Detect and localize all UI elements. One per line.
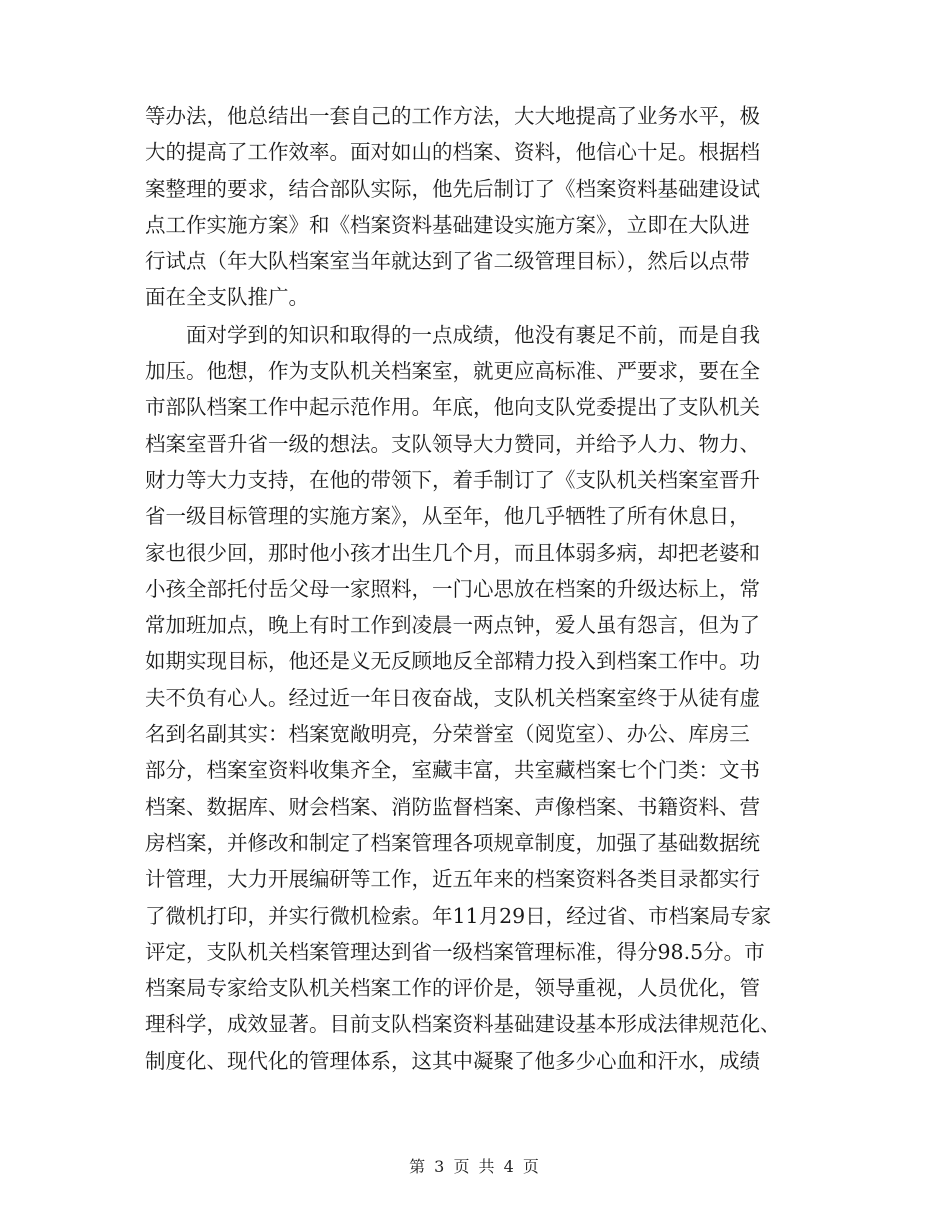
text-line: 夫不负有心人。经过近一年日夜奋战，支队机关档案室终于从徒有虚: [145, 685, 760, 710]
text-line: 财力等大力支持，在他的带领下，着手制订了《支队机关档案室晋升: [145, 467, 760, 492]
paragraph-1: [145, 98, 805, 316]
text-line: 等办法，他总结出一套自己的工作方法，大大地提高了业务水平，极: [145, 104, 760, 128]
text-line: 名到名副其实：档案宽敞明亮，分荣誉室（阅览室）、办公、库房三: [145, 722, 750, 747]
text-line: 房档案，并修改和制定了档案管理各项规章制度，加强了基础数据统: [145, 830, 760, 855]
text-line: 制度化、现代化的管理体系，这其中凝聚了他多少心血和汗水，成绩: [145, 1048, 760, 1073]
text-line: 部分，档案室资料收集齐全，室藏丰富，共室藏档案七个门类：文书: [145, 758, 760, 783]
text-line: 理科学，成效显著。目前支队档案资料基础建设基本形成法律规范化、: [145, 1012, 781, 1037]
text-line: 档案室晋升省一级的想法。支队领导大力赞同，并给予人力、物力、: [145, 431, 760, 456]
text-line: 档案局专家给支队机关档案工作的评价是，领导重视，人员优化，管: [145, 976, 760, 1001]
text-line: 行试点（年大队档案室当年就达到了省二级管理目标），然后以点带: [145, 249, 750, 274]
text-line: 常加班加点，晚上有时工作到凌晨一两点钟，爱人虽有怨言，但为了: [145, 613, 760, 638]
text-line: 档案、数据库、财会档案、消防监督档案、声像档案、书籍资料、营: [145, 794, 760, 819]
text-line: 了微机打印，并实行微机检索。年11月29日，经过省、市档案局专家: [145, 903, 772, 928]
page-footer: [0, 1154, 950, 1177]
text-line: 点工作实施方案》和《档案资料基础建设实施方案》，立即在大队进: [145, 212, 750, 237]
text-line: 评定，支队机关档案管理达到省一级档案管理标准，得分98.5分。市: [145, 939, 765, 964]
paragraph-2: [145, 317, 805, 1079]
text-line: 省一级目标管理的实施方案》，从至年，他几乎牺牲了所有休息日，: [145, 504, 750, 529]
text-line: 市部队档案工作中起示范作用。年底，他向支队党委提出了支队机关: [145, 395, 760, 420]
text-line: 家也很少回，那时他小孩才出生几个月，而且体弱多病，却把老婆和: [145, 540, 760, 565]
text-line: 加压。他想，作为支队机关档案室，就更应高标准、严要求，要在全: [145, 359, 760, 384]
text-line: 小孩全部托付岳父母一家照料，一门心思放在档案的升级达标上，常: [145, 576, 760, 601]
page-number-label: 第 3 页 共 4 页: [409, 1157, 541, 1176]
text-line: 如期实现目标，他还是义无反顾地反全部精力投入到档案工作中。功: [145, 649, 760, 674]
text-line: 案整理的要求，结合部队实际，他先后制订了《档案资料基础建设试: [145, 176, 760, 201]
text-line: 计管理，大力开展编研等工作，近五年来的档案资料各类目录都实行: [145, 867, 760, 892]
text-line: 大的提高了工作效率。面对如山的档案、资料，他信心十足。根据档: [145, 140, 760, 165]
document-body: [145, 98, 805, 1080]
text-line: 面对学到的知识和取得的一点成绩，他没有裹足不前，而是自我: [186, 322, 760, 347]
text-line: 面在全支队推广。: [145, 285, 309, 310]
